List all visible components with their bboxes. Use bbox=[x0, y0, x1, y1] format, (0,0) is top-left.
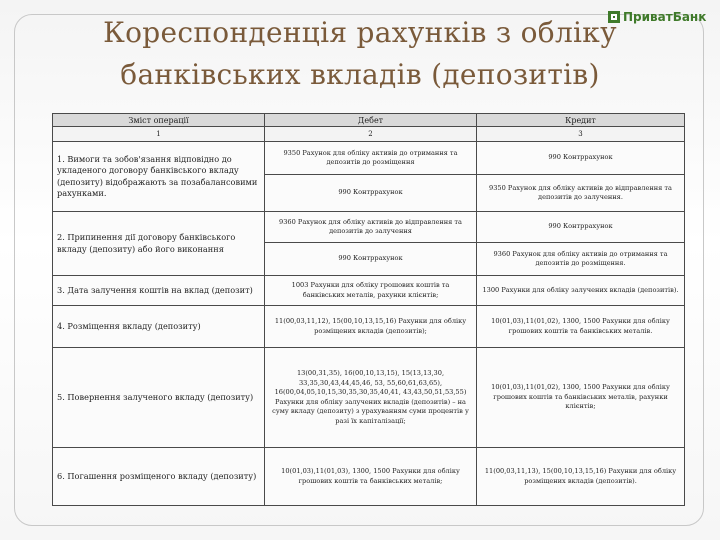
column-number: 2 bbox=[265, 127, 477, 142]
credit-cell: 10(01,03),11(01,02), 1300, 1500 Рахунки для обліку грошових коштів та банківських металів, рахунки клієнтів; bbox=[477, 348, 685, 448]
accounts-table bbox=[52, 113, 685, 506]
page-title-line-2: банківських вкладів (депозитів) bbox=[120, 58, 600, 91]
credit-cell: 9360 Рахунок для обліку активів до отримання та депозитів до розміщення. bbox=[477, 243, 685, 276]
credit-cell: 1300 Рахунки для обліку залучених вкладів (депозитів). bbox=[477, 276, 685, 306]
debit-cell: 1003 Рахунки для обліку грошових коштів та банківських металів, рахунки клієнтів; bbox=[265, 276, 477, 306]
header-operation: Зміст операції bbox=[53, 114, 265, 127]
debit-cell: 13(00,31,35), 16(00,10,13,15), 15(13,13,30, 33,35,30,43,44,45,46, 53, 55,60,61,63,65), 16(00,04,05,10,15,30,35,30,35,40,41, 43,43,50,51,53,55) Рахунки для обліку залучених вкладів (депозитів) – на суму вкладу (депозиту) з урахуванням суми процентів у разі їх капіталізації; bbox=[265, 348, 477, 448]
column-number: 3 bbox=[477, 127, 685, 142]
table-header-row bbox=[53, 114, 685, 127]
debit-cell: 990 Контррахунок bbox=[265, 175, 477, 212]
table-row bbox=[53, 142, 685, 175]
operation-cell: 3. Дата залучення коштів на вклад (депозит) bbox=[53, 276, 265, 306]
debit-cell: 990 Контррахунок bbox=[265, 243, 477, 276]
operation-cell: 5. Повернення залученого вкладу (депозиту) bbox=[53, 348, 265, 448]
table-row bbox=[53, 212, 685, 243]
operation-cell: 2. Припинення дії договору банківського вкладу (депозиту) або його виконання bbox=[53, 212, 265, 276]
credit-cell: 9350 Рахунок для обліку активів до відправлення та депозитів до залучення. bbox=[477, 175, 685, 212]
header-debit: Дебет bbox=[265, 114, 477, 127]
debit-cell: 9350 Рахунок для обліку активів до отримання та депозитів до розміщення bbox=[265, 142, 477, 175]
table-row bbox=[53, 348, 685, 448]
operation-cell: 6. Погашення розміщеного вкладу (депозиту) bbox=[53, 448, 265, 506]
credit-cell: 10(01,03),11(01,02), 1300, 1500 Рахунки для обліку грошових коштів та банківських металів. bbox=[477, 306, 685, 348]
credit-cell: 990 Контррахунок bbox=[477, 212, 685, 243]
debit-cell: 10(01,03),11(01,03), 1300, 1500 Рахунки для обліку грошових коштів та банківських металів; bbox=[265, 448, 477, 506]
credit-cell: 990 Контррахунок bbox=[477, 142, 685, 175]
column-number: 1 bbox=[53, 127, 265, 142]
operation-cell: 1. Вимоги та зобов'язання відповідно до укладеного договору банківського вкладу (депозиту) відображають за позабалансовими рахунками. bbox=[53, 142, 265, 212]
header-credit: Кредит bbox=[477, 114, 685, 127]
table-row bbox=[53, 276, 685, 306]
page-title-line-1: Кореспонденція рахунків з обліку bbox=[103, 16, 617, 49]
operation-cell: 4. Розміщення вкладу (депозиту) bbox=[53, 306, 265, 348]
table-row bbox=[53, 306, 685, 348]
column-number-row bbox=[53, 127, 685, 142]
table-row bbox=[53, 448, 685, 506]
debit-cell: 11(00,03,11,12), 15(00,10,13,15,16) Рахунки для обліку розміщених вкладів (депозитів); bbox=[265, 306, 477, 348]
credit-cell: 11(00,03,11,13), 15(00,10,13,15,16) Рахунки для обліку розміщених вкладів (депозитів). bbox=[477, 448, 685, 506]
bank-logo-text: ПриватБанк bbox=[623, 10, 707, 24]
debit-cell: 9360 Рахунок для обліку активів до відправлення та депозитів до залучення bbox=[265, 212, 477, 243]
page-title bbox=[40, 12, 680, 96]
